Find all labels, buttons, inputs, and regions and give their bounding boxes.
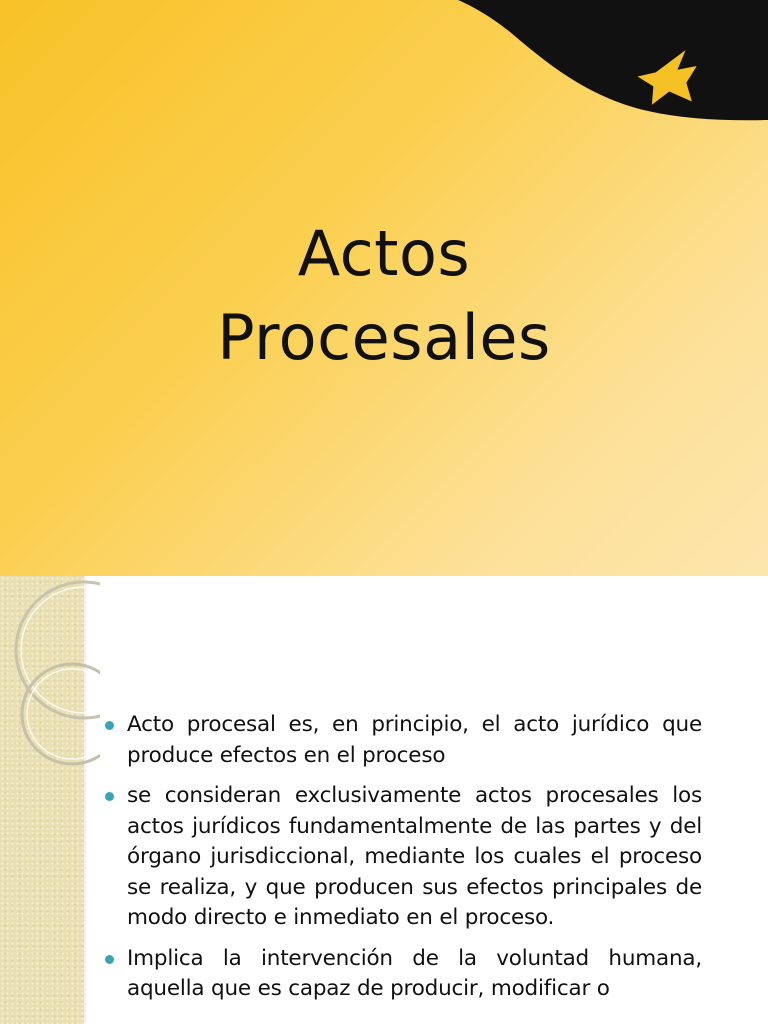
bullet-text: se consideran exclusivamente actos procesales los actos jurídicos fundamentalmente de las partes y del órgano jurisdiccional, mediante los cuales el proceso se realiza, y que producen sus efectos principales de modo directo e inmediato en el proceso. <box>127 783 702 930</box>
slide-title-line-1: Actos <box>297 217 471 290</box>
bullet-dot-icon <box>105 721 114 730</box>
slide-title-line-2: Procesales <box>217 301 551 374</box>
content-slide <box>0 576 768 1024</box>
list-item <box>104 781 702 934</box>
bullet-dot-icon <box>105 955 114 964</box>
list-item <box>104 944 702 1005</box>
list-item <box>104 710 702 771</box>
bullet-list <box>104 710 702 1015</box>
rings-decoration <box>0 576 100 776</box>
corner-wave-decoration <box>458 0 768 125</box>
slide-title <box>0 212 768 380</box>
bullet-text: Acto procesal es, en principio, el acto jurídico que produce efectos en el proceso <box>127 712 702 768</box>
bullet-dot-icon <box>105 792 114 801</box>
bullet-text: Implica la intervención de la voluntad humana, aquella que es capaz de producir, modificar o <box>127 945 702 1001</box>
